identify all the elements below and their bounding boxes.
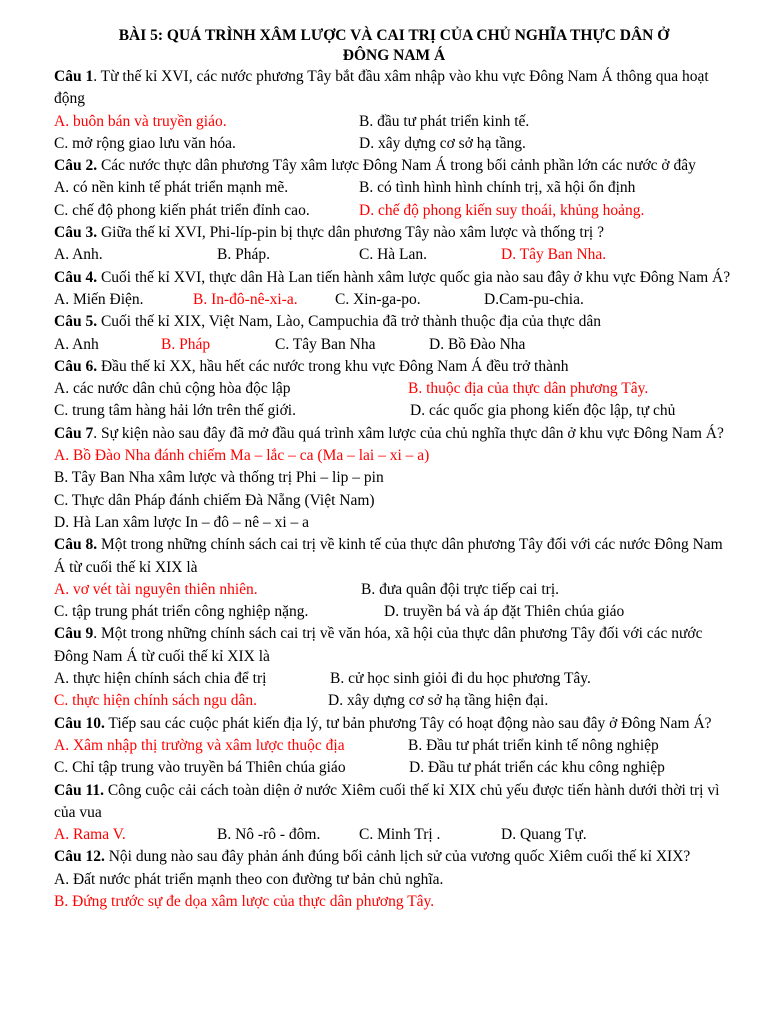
option-a: A. Đất nước phát triển mạnh theo con đường tư bản chủ nghĩa. xyxy=(54,870,444,888)
question-label: Câu 4. xyxy=(54,268,98,286)
document-page xyxy=(54,26,734,913)
option-a: A. các nước dân chủ cộng hòa độc lập xyxy=(54,380,291,398)
option-d: D. chế độ phong kiến suy thoái, khủng hoảng. xyxy=(359,201,645,219)
options-row xyxy=(54,735,734,757)
question-text: Một trong những chính sách cai trị về kinh tế của thực dân phương Tây đối với các nước Đông Nam Á từ cuối thế kỉ XIX là xyxy=(54,536,723,576)
question-text: Các nước thực dân phương Tây xâm lược Đông Nam Á trong bối cảnh phần lớn các nước ở đây xyxy=(97,157,696,175)
question-text: Nội dung nào sau đây phản ánh đúng bối cảnh lịch sử của vương quốc Xiêm cuối thế kỉ XIX? xyxy=(104,848,691,866)
question-11 xyxy=(54,780,734,825)
question-label: Câu 2. xyxy=(54,157,98,175)
option-d: D. Đầu tư phát triển các khu công nghiệp xyxy=(409,759,665,777)
option-a: A. Bồ Đào Nha đánh chiếm Ma – lắc – ca (Ma – lai – xi – a) xyxy=(54,447,430,465)
options-row xyxy=(54,690,734,712)
option-b: B. Đầu tư phát triển kinh tế nông nghiệp xyxy=(408,736,659,754)
option-b: B. đưa quân đội trực tiếp cai trị. xyxy=(361,580,560,598)
title-line-2: ĐÔNG NAM Á xyxy=(342,47,446,64)
question-text: Đầu thế kỉ XX, hầu hết các nước trong khu vực Đông Nam Á đều trở thành xyxy=(97,357,569,375)
option-c: C. Minh Trị . xyxy=(359,826,441,844)
option-a: A. có nền kinh tế phát triển mạnh mẽ. xyxy=(54,179,289,197)
option-a: A. buôn bán và truyền giáo. xyxy=(54,112,227,130)
question-label: Câu 9 xyxy=(54,625,94,643)
option-a: A. vơ vét tài nguyên thiên nhiên. xyxy=(54,580,258,598)
question-5 xyxy=(54,311,734,333)
options-row xyxy=(54,289,734,311)
option-a: A. thực hiện chính sách chia để trị xyxy=(54,670,267,688)
question-text: Giữa thế kỉ XVI, Phi-líp-pin bị thực dân phương Tây nào xâm lược và thống trị ? xyxy=(97,224,604,242)
options-row xyxy=(54,200,734,222)
option-b: B. thuộc địa của thực dân phương Tây. xyxy=(408,380,649,398)
question-label: Câu 6. xyxy=(54,357,98,375)
option-b: B. có tình hình hình chính trị, xã hội ổn định xyxy=(359,179,636,197)
question-10 xyxy=(54,713,734,735)
option-c: C. Xin-ga-po. xyxy=(335,290,421,308)
option-b: B. In-đô-nê-xi-a. xyxy=(193,290,298,308)
question-8 xyxy=(54,534,734,579)
question-9 xyxy=(54,623,734,668)
option-c: C. Chỉ tập trung vào truyền bá Thiên chúa giáo xyxy=(54,759,346,777)
option-c: C. Thực dân Pháp đánh chiếm Đà Nẵng (Việt Nam) xyxy=(54,491,375,509)
question-label: Câu 11. xyxy=(54,781,104,799)
option-d: D. Quang Tự. xyxy=(501,826,587,844)
question-12 xyxy=(54,846,734,868)
question-text: Cuối thế kỉ XIX, Việt Nam, Lào, Campuchia đã trở thành thuộc địa của thực dân xyxy=(97,313,602,331)
options-row xyxy=(54,757,734,779)
title-line-1: BÀI 5: QUÁ TRÌNH XÂM LƯỢC VÀ CAI TRỊ CỦA CHỦ NGHĨA THỰC DÂN Ở xyxy=(118,27,670,44)
question-7 xyxy=(54,423,734,445)
question-1 xyxy=(54,66,734,111)
question-label: Câu 1 xyxy=(54,68,94,85)
question-label: Câu 5. xyxy=(54,313,98,331)
option-d: D. Tây Ban Nha. xyxy=(501,246,607,264)
option-d: D. các quốc gia phong kiến độc lập, tự chủ xyxy=(410,402,676,420)
question-label: Câu 10. xyxy=(54,714,105,732)
question-label: Câu 12. xyxy=(54,848,105,866)
option-a: A. Rama V. xyxy=(54,826,126,844)
options-row xyxy=(54,334,734,356)
options-row xyxy=(54,111,734,133)
option-b: B. Pháp. xyxy=(217,246,270,264)
question-label: Câu 3. xyxy=(54,224,98,242)
option-d: D. Bồ Đào Nha xyxy=(429,335,526,353)
option-b: B. Đứng trước sự đe dọa xâm lược của thực dân phương Tây. xyxy=(54,892,435,910)
option-d: D.Cam-pu-chia. xyxy=(484,290,584,308)
options-row xyxy=(54,177,734,199)
options-row xyxy=(54,244,734,266)
question-4 xyxy=(54,267,734,289)
question-label: Câu 7 xyxy=(54,424,94,442)
option-b: B. Pháp xyxy=(161,335,211,353)
option-c: C. tập trung phát triển công nghiệp nặng. xyxy=(54,603,309,621)
option-d: D. Hà Lan xâm lược In – đô – nê – xi – a xyxy=(54,513,310,531)
option-a: A. Anh xyxy=(54,335,99,353)
option-a: A. Anh. xyxy=(54,246,103,264)
option-c: C. thực hiện chính sách ngu dân. xyxy=(54,692,257,710)
question-text: . Sự kiện nào sau đây đã mở đầu quá trình xâm lược của chủ nghĩa thực dân ở khu vực Đông Nam Á? xyxy=(93,424,724,442)
option-a: A. Xâm nhập thị trường và xâm lược thuộc địa xyxy=(54,736,345,754)
question-2 xyxy=(54,155,734,177)
options-row xyxy=(54,668,734,690)
option-b: B. cử học sinh giỏi đi du học phương Tây. xyxy=(330,670,591,688)
option-a: A. Miến Điện. xyxy=(54,290,144,308)
options-row xyxy=(54,378,734,400)
option-c: C. chế độ phong kiến phát triển đỉnh cao. xyxy=(54,201,310,219)
question-text: Tiếp sau các cuộc phát kiến địa lý, tư bản phương Tây có hoạt động nào sau đây ở Đông Nam Á? xyxy=(104,714,712,732)
options-row xyxy=(54,400,734,422)
option-b: B. đầu tư phát triển kinh tế. xyxy=(359,112,530,130)
question-text: Công cuộc cải cách toàn diện ở nước Xiêm cuối thế kỉ XIX chủ yếu được tiến hành dưới thời trị vì của vua xyxy=(54,781,720,821)
question-text: . Một trong những chính sách cai trị về văn hóa, xã hội của thực dân phương Tây đối với các nước Đông Nam Á từ cuối thế kỉ XIX là xyxy=(54,625,703,665)
option-d: D. xây dựng cơ sở hạ tầng hiện đại. xyxy=(328,692,549,710)
question-3 xyxy=(54,222,734,244)
options-row xyxy=(54,579,734,601)
option-d: D. truyền bá và áp đặt Thiên chúa giáo xyxy=(384,603,625,621)
option-c: C. Hà Lan. xyxy=(359,246,428,264)
option-b: B. Tây Ban Nha xâm lược và thống trị Phi – lip – pin xyxy=(54,469,384,487)
options-row xyxy=(54,601,734,623)
options-row xyxy=(54,824,734,846)
option-c: C. trung tâm hàng hải lớn trên thế giới. xyxy=(54,402,296,420)
question-label: Câu 8. xyxy=(54,536,98,554)
question-text: . Từ thế kỉ XVI, các nước phương Tây bắt đầu xâm nhập vào khu vực Đông Nam Á thông qua hoạt động xyxy=(54,68,709,108)
option-d: D. xây dựng cơ sở hạ tầng. xyxy=(359,134,526,152)
option-c: C. Tây Ban Nha xyxy=(275,335,376,353)
option-b: B. Nô -rô - đôm. xyxy=(217,826,321,844)
option-c: C. mở rộng giao lưu văn hóa. xyxy=(54,134,236,152)
question-6 xyxy=(54,356,734,378)
options-row xyxy=(54,133,734,155)
question-text: Cuối thế kỉ XVI, thực dân Hà Lan tiến hành xâm lược quốc gia nào sau đây ở khu vực Đông Nam Á? xyxy=(97,268,731,286)
